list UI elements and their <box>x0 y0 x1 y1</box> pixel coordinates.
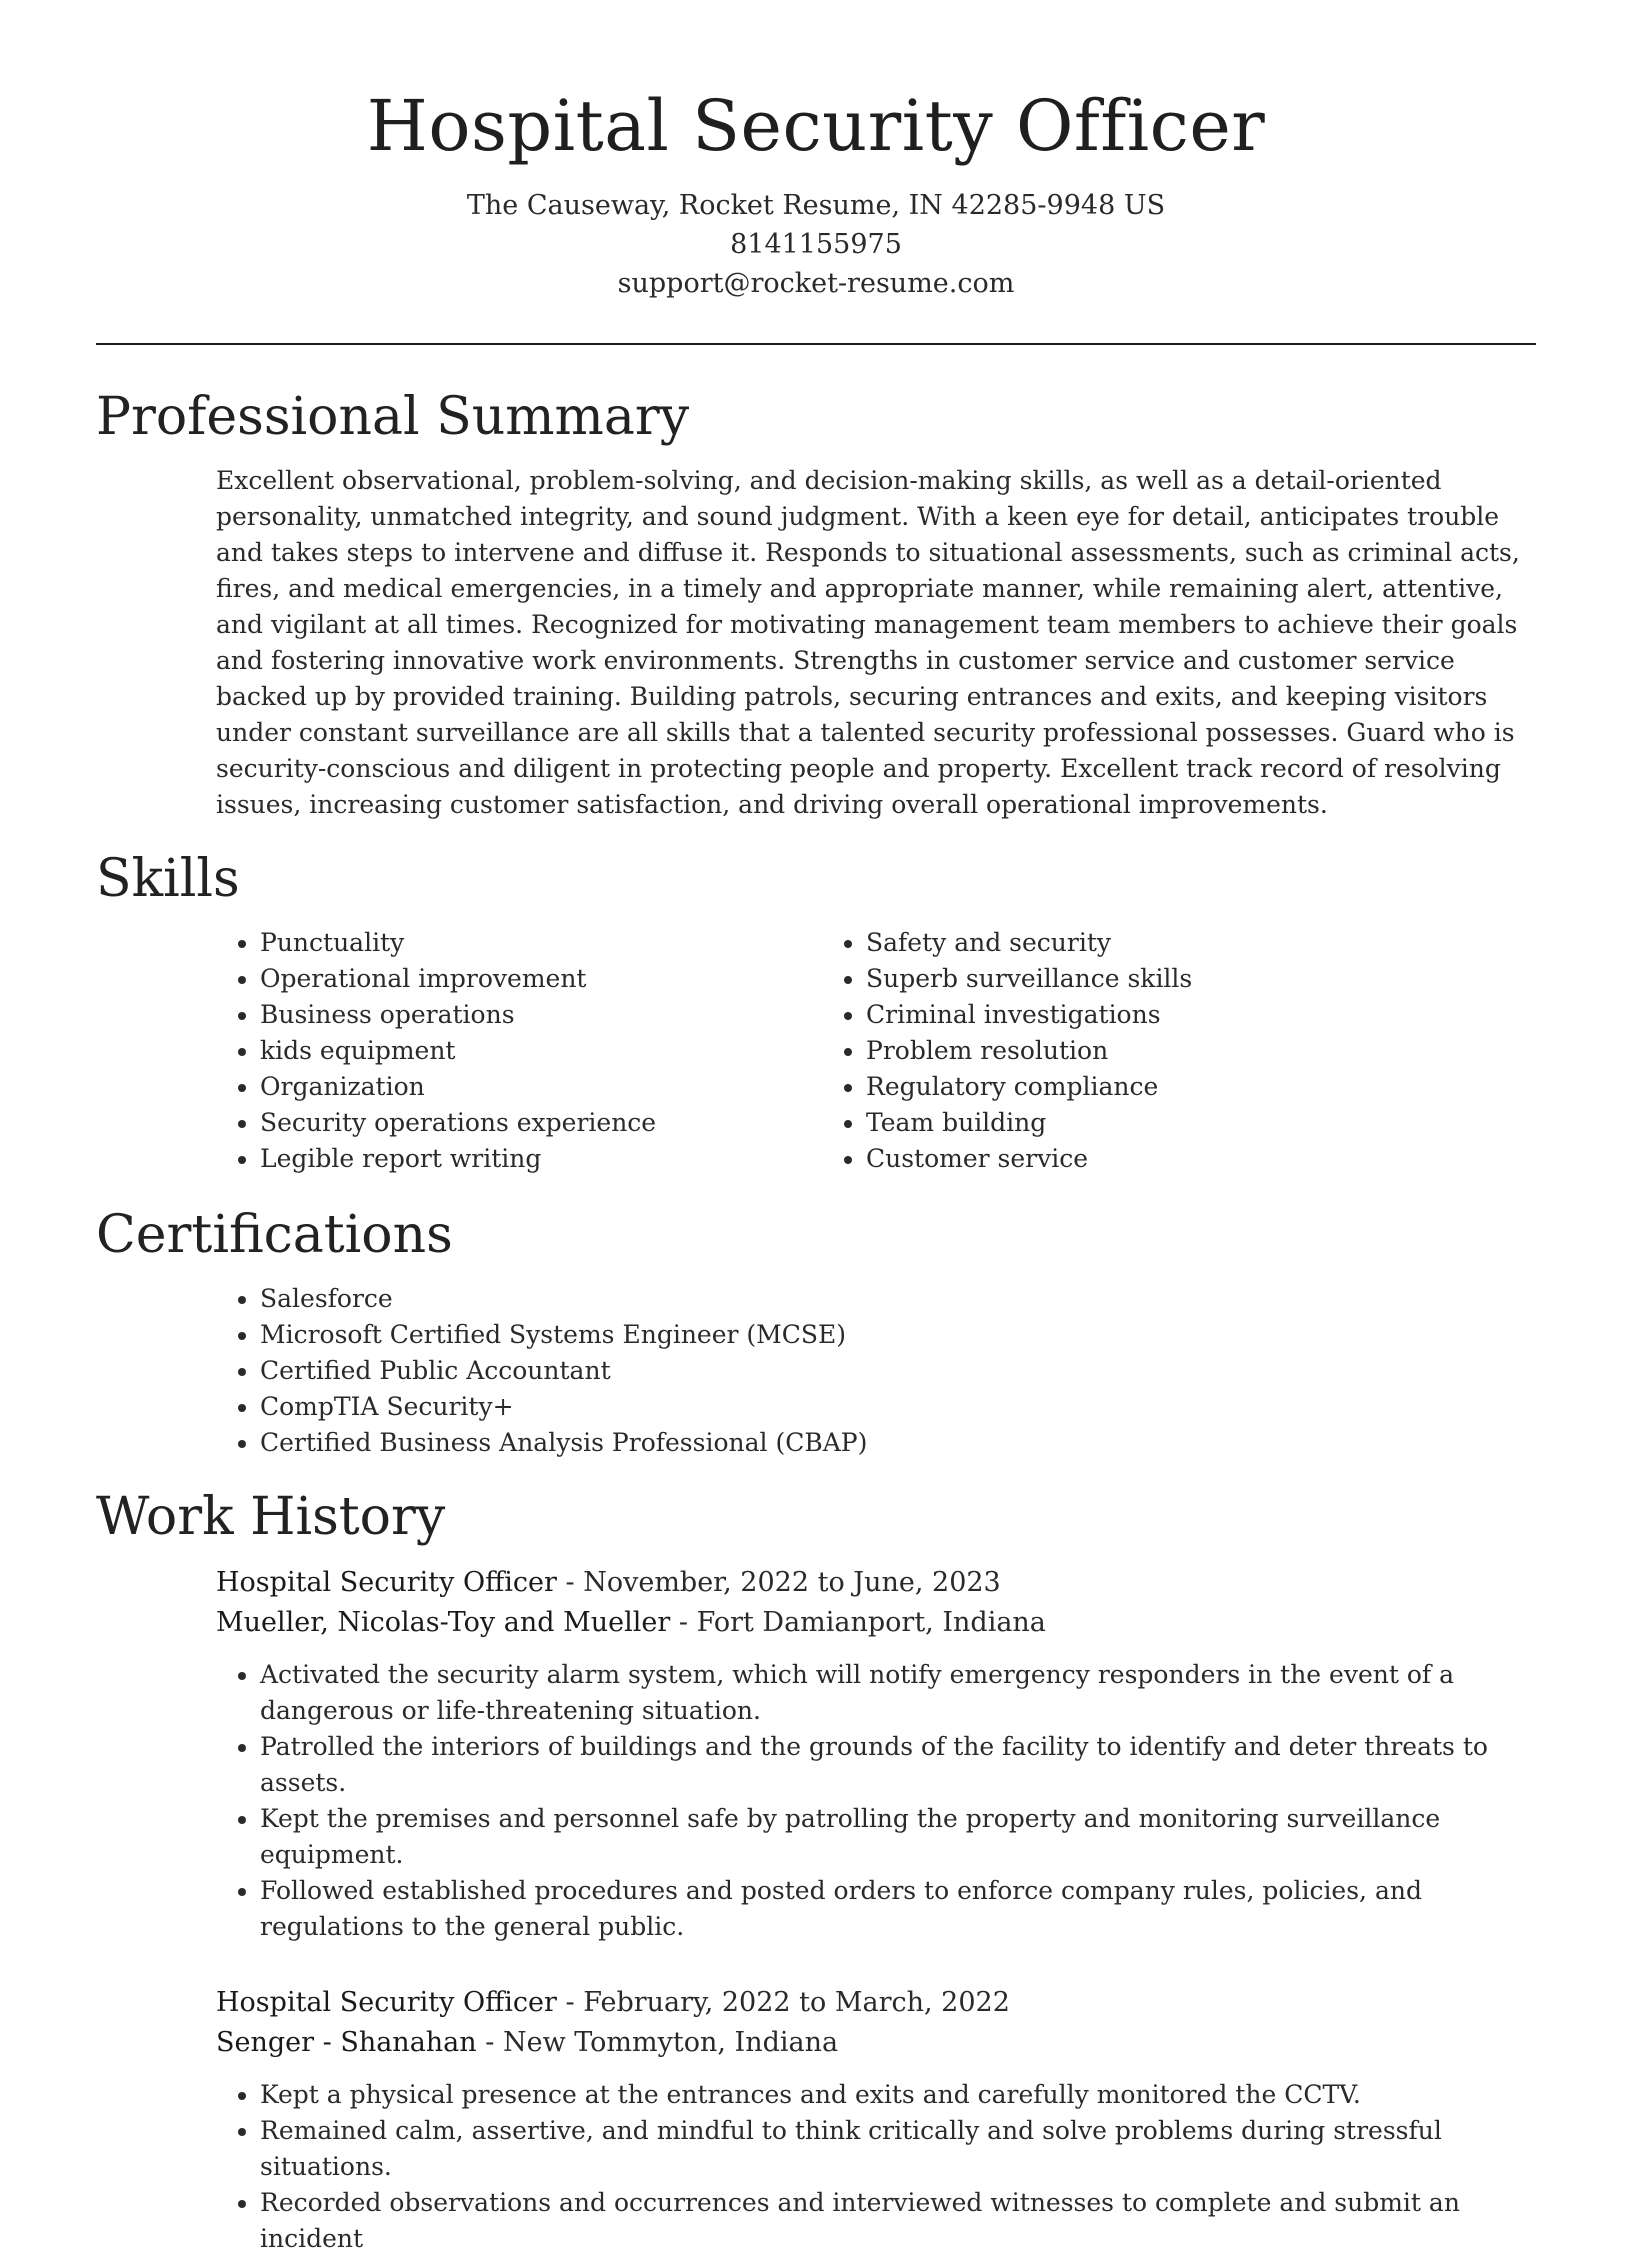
job-entry <box>216 1983 1536 2257</box>
skill-item: • Criminal investigations <box>866 997 1428 1033</box>
skill-item: • Punctuality <box>260 925 822 961</box>
job-location: - New Tommyton, Indiana <box>476 2027 839 2058</box>
contact-address: The Causeway, Rocket Resume, IN 42285-9948 US <box>466 190 1166 221</box>
summary-heading: Professional Summary <box>96 387 690 447</box>
certification-item: • Certified Business Analysis Professional (CBAP) <box>260 1425 1536 1461</box>
certification-item: • Microsoft Certified Systems Engineer (MCSE) <box>260 1317 1536 1353</box>
job-company: Senger - Shanahan <box>216 2027 477 2058</box>
skill-item: • Organization <box>260 1069 822 1105</box>
header-divider <box>96 343 1536 345</box>
job-duty-item: • Remained calm, assertive, and mindful to think critically and solve problems during stressful situations. <box>260 2113 1536 2185</box>
job-duty-item: • Kept the premises and personnel safe by patrolling the property and monitoring surveillance equipment. <box>260 1801 1536 1873</box>
skills-columns <box>216 925 1536 1177</box>
summary-section <box>96 385 1536 823</box>
contact-block <box>96 186 1536 303</box>
certifications-heading: Certifications <box>96 1205 453 1265</box>
work-history-section <box>96 1485 1536 2257</box>
resume-name: Hospital Security Officer <box>366 85 1266 167</box>
job-title-line <box>216 1983 1536 2023</box>
skills-section <box>96 847 1536 1177</box>
skill-item: • Operational improvement <box>260 961 822 997</box>
skill-item: • Business operations <box>260 997 822 1033</box>
skill-item: • Legible report writing <box>260 1141 822 1177</box>
certifications-block <box>216 1281 1536 1461</box>
job-entry <box>216 1563 1536 1945</box>
skill-item: • Problem resolution <box>866 1033 1428 1069</box>
job-duties-list <box>216 2077 1536 2257</box>
certifications-list <box>216 1281 1536 1461</box>
job-title: Hospital Security Officer <box>216 1567 557 1598</box>
certification-item: • Certified Public Accountant <box>260 1353 1536 1389</box>
skills-heading: Skills <box>96 849 240 909</box>
certification-item: • CompTIA Security+ <box>260 1389 1536 1425</box>
skill-item: • Superb surveillance skills <box>866 961 1428 997</box>
job-company: Mueller, Nicolas-Toy and Mueller <box>216 1607 671 1638</box>
contact-email: support@rocket-resume.com <box>617 268 1015 299</box>
job-company-line <box>216 2023 1536 2063</box>
job-duty-item: • Patrolled the interiors of buildings and the grounds of the facility to identify and deter threats to assets. <box>260 1729 1536 1801</box>
job-duty-item: • Followed established procedures and posted orders to enforce company rules, policies, and regulations to the general public. <box>260 1873 1536 1945</box>
skill-item: • Team building <box>866 1105 1428 1141</box>
contact-phone: 8141155975 <box>730 229 902 260</box>
job-title: Hospital Security Officer <box>216 1987 557 2018</box>
skill-item: • Regulatory compliance <box>866 1069 1428 1105</box>
certification-item: • Salesforce <box>260 1281 1536 1317</box>
job-duty-item: • Activated the security alarm system, which will notify emergency responders in the event of a dangerous or life-threatening situation. <box>260 1657 1536 1729</box>
summary-text: Excellent observational, problem-solving, and decision-making skills, as well as a detail-oriented personality, unmatched integrity, and sound judgment. With a keen eye for detail, anticipates trouble and takes steps to intervene and diffuse it. Responds to situational assessments, such as criminal acts, fires, and medical emergencies, in a timely and appropriate manner, while remaining alert, attentive, and vigilant at all times. Recognized for motivating management team members to achieve their goals and fostering innovative work environments. Strengths in customer service and customer service backed up by provided training. Building patrols, securing entrances and exits, and keeping visitors under constant surveillance are all skills that a talented security professional possesses. Guard who is security-conscious and diligent in protecting people and property. Excellent track record of resolving issues, increasing customer satisfaction, and driving overall operational improvements. <box>216 466 1520 819</box>
skill-item: • kids equipment <box>260 1033 822 1069</box>
certifications-section <box>96 1203 1536 1461</box>
job-company-line <box>216 1603 1536 1643</box>
skill-item: • Customer service <box>866 1141 1428 1177</box>
job-duty-item: • Kept a physical presence at the entrances and exits and carefully monitored the CCTV. <box>260 2077 1536 2113</box>
work-history-heading: Work History <box>96 1487 446 1547</box>
job-title-line <box>216 1563 1536 1603</box>
skills-list-left <box>216 925 822 1177</box>
skill-item: • Security operations experience <box>260 1105 822 1141</box>
resume-page <box>96 0 1536 2257</box>
job-dates: - November, 2022 to June, 2023 <box>556 1567 1001 1598</box>
skills-list-right <box>822 925 1428 1177</box>
skill-item: • Safety and security <box>866 925 1428 961</box>
job-dates: - February, 2022 to March, 2022 <box>556 1987 1010 2018</box>
job-location: - Fort Damianport, Indiana <box>670 1607 1046 1638</box>
job-duty-item: • Recorded observations and occurrences and interviewed witnesses to complete and submit an incident <box>260 2185 1536 2257</box>
job-duties-list <box>216 1657 1536 1945</box>
